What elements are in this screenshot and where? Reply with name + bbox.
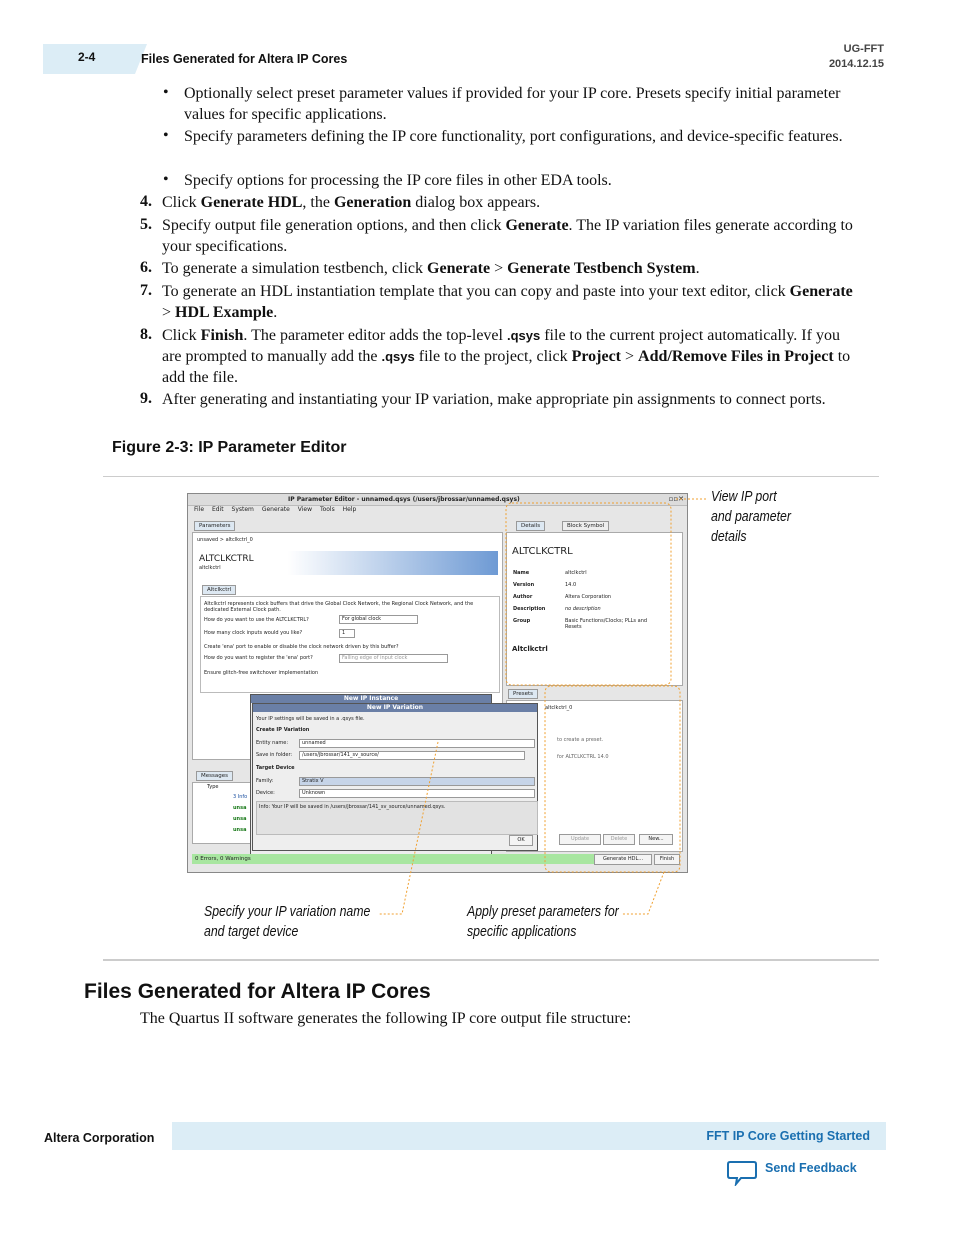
device-select[interactable]: Unknown — [299, 789, 535, 798]
step-number: 5. — [140, 216, 152, 233]
q-inputs: How many clock inputs would you like? — [204, 630, 303, 636]
detail-value: Altera Corporation — [565, 594, 612, 600]
menu-system: System — [231, 506, 254, 513]
send-feedback-label: Send Feedback — [765, 1161, 857, 1175]
q-usage: How do you want to use the ALTCLKCTRL? — [204, 617, 309, 623]
step-text: To generate an HDL instantiation template that you can copy and paste into your text editor, click Generate > HDL Example. — [162, 283, 853, 321]
menu-view: View — [297, 506, 313, 513]
folder-label: Save in folder: — [256, 752, 293, 758]
detail-value: 14.0 — [565, 582, 577, 588]
usage-select: For global clock — [339, 615, 418, 624]
step-text: Click Finish. The parameter editor adds the top-level .qsys file to the current project automatically. If you are prompted to manually add the .qsys file to the project, click Project > Add/Remove Files in Project to add the file. — [162, 327, 851, 386]
footer-book-title[interactable]: FFT IP Core Getting Started — [706, 1129, 870, 1143]
presets-hint: for ALTCLKCTRL 14.0 — [557, 754, 609, 760]
bullet-text: Specify options for processing the IP core files in other EDA tools. — [184, 172, 612, 189]
detail-value: no description — [565, 606, 601, 612]
tab-block-symbol: Block Symbol — [562, 521, 609, 531]
callout-details: View IP port and parameter details — [711, 488, 792, 545]
step-text: Click Generate HDL, the Generation dialog box appears. — [162, 194, 541, 211]
presets-hint: to create a preset. — [557, 737, 604, 743]
tab-messages: Messages — [196, 771, 233, 781]
detail-key: Version — [513, 582, 535, 588]
message-row: unsa — [233, 827, 247, 833]
step-text: To generate a simulation testbench, click Generate > Generate Testbench System. — [162, 260, 700, 277]
entity-label: Entity name: — [256, 740, 289, 746]
step-number: 4. — [140, 193, 152, 210]
window-controls: ▫▫✕ — [668, 495, 684, 503]
opt-ena: Create 'ena' port to enable or disable the clock network driven by this buffer? — [204, 644, 399, 650]
bullet-dot: • — [163, 171, 169, 188]
family-label: Family: — [256, 778, 274, 784]
ok-button[interactable]: OK — [509, 835, 533, 846]
menu-help: Help — [342, 506, 357, 513]
section-text: The Quartus II software generates the following IP core output file structure: — [140, 1010, 632, 1027]
target-heading: Target Device — [256, 765, 295, 771]
dialog-title: New IP Instance — [251, 695, 491, 703]
menu-tools: Tools — [319, 506, 335, 513]
new-button[interactable]: New... — [639, 834, 673, 845]
detail-key: Name — [513, 570, 530, 576]
bullet-dot: • — [163, 127, 169, 144]
send-feedback-button[interactable] — [727, 1158, 867, 1186]
register-select: Falling edge of input clock — [339, 654, 448, 663]
update-button[interactable]: Update — [559, 834, 601, 845]
info-box: Info: Your IP will be saved in /users/jbrossar/141_sv_source/unnamed.qsys. — [256, 801, 538, 835]
folder-input[interactable]: /users/jbrossar/141_sv_source/ — [299, 751, 525, 760]
details-title: ALTCLKCTRL — [512, 546, 573, 557]
menu-file: File — [194, 506, 205, 513]
variation-callout-leader — [378, 742, 438, 914]
dialog-note: Your IP settings will be saved in a .qsys file. — [256, 716, 365, 722]
core-sub: altclkctrl — [199, 565, 221, 571]
presets-callout-box — [545, 686, 680, 872]
section-heading: Files Generated for Altera IP Cores — [84, 980, 431, 1003]
messages-col: Type — [207, 784, 219, 790]
tab-altclkctrl: Altclkctrl — [202, 585, 236, 595]
doc-date: 2014.12.15 — [828, 58, 884, 70]
core-description: Altclkctrl represents clock buffers that drive the Global Clock Network, the Regional Clock Network, and the dedicated External Clock path. — [204, 601, 474, 613]
dialog-title: New IP Variation — [253, 704, 537, 712]
details-footer: Altclkctrl — [512, 645, 548, 653]
bullet-dot: • — [163, 84, 169, 101]
page-number: 2-4 — [78, 50, 96, 64]
detail-value: Basic Functions/Clocks; PLLs and Resets — [565, 618, 648, 630]
feedback-icon — [727, 1160, 757, 1186]
step-number: 8. — [140, 326, 152, 343]
doc-id: UG-FFT — [843, 43, 884, 55]
detail-key: Description — [513, 606, 546, 612]
menu-edit: Edit — [211, 506, 224, 513]
footer-company: Altera Corporation — [44, 1131, 155, 1145]
tab-details: Details — [516, 521, 545, 531]
inputs-select: 1 — [339, 629, 355, 638]
breadcrumb: unsaved > altclkctrl_0 — [197, 537, 253, 543]
finish-button[interactable]: Finish — [654, 854, 680, 865]
q-register: How do you want to register the 'ena' port? — [204, 655, 313, 661]
presets-path: altclkctrl_0 — [545, 705, 573, 711]
message-row: 3 Info — [233, 794, 248, 800]
bullet-text: Optionally select preset parameter values if provided for your IP core. Presets specify initial parameter values for specific applications. — [184, 85, 841, 123]
step-number: 6. — [140, 259, 152, 276]
message-row: unsa — [233, 805, 247, 811]
callout-variation: Specify your IP variation name and target device — [204, 903, 371, 940]
bullet-text: Specify parameters defining the IP core functionality, port configurations, and device-specific features. — [184, 128, 843, 145]
message-row: unsa — [233, 816, 247, 822]
menu-generate: Generate — [261, 506, 290, 513]
tab-presets: Presets — [508, 689, 538, 699]
step-text: Specify output file generation options, and then click Generate. The IP variation files generate according to your specifications. — [162, 217, 853, 255]
running-title: Files Generated for Altera IP Cores — [141, 52, 348, 66]
step-number: 9. — [140, 390, 152, 407]
step-text: After generating and instantiating your IP variation, make appropriate pin assignments to connect ports. — [162, 391, 826, 408]
callout-presets: Apply preset parameters for specific applications — [467, 903, 619, 940]
create-heading: Create IP Variation — [256, 727, 310, 733]
core-name: ALTCLKCTRL — [199, 554, 254, 564]
detail-key: Author — [513, 594, 533, 600]
figure-bottom-rule — [103, 959, 879, 961]
window-title: IP Parameter Editor - unnamed.qsys (/users/jbrossar/unnamed.qsys) — [288, 496, 520, 503]
entity-input[interactable]: unnamed — [299, 739, 535, 748]
figure-caption: Figure 2-3: IP Parameter Editor — [112, 439, 347, 456]
device-label: Device: — [256, 790, 275, 796]
step-number: 7. — [140, 282, 152, 299]
delete-button[interactable]: Delete — [603, 834, 635, 845]
detail-key: Group — [513, 618, 531, 624]
detail-value: altclkctrl — [565, 570, 587, 576]
opt-glitch: Ensure glitch-free switchover implementation — [204, 670, 319, 676]
status-bar: 0 Errors, 0 Warnings — [192, 854, 595, 864]
details-callout-box — [506, 503, 671, 685]
generate-hdl-button[interactable]: Generate HDL... — [594, 854, 652, 865]
family-select[interactable]: Stratix V — [299, 777, 535, 786]
tab-parameters: Parameters — [194, 521, 235, 531]
